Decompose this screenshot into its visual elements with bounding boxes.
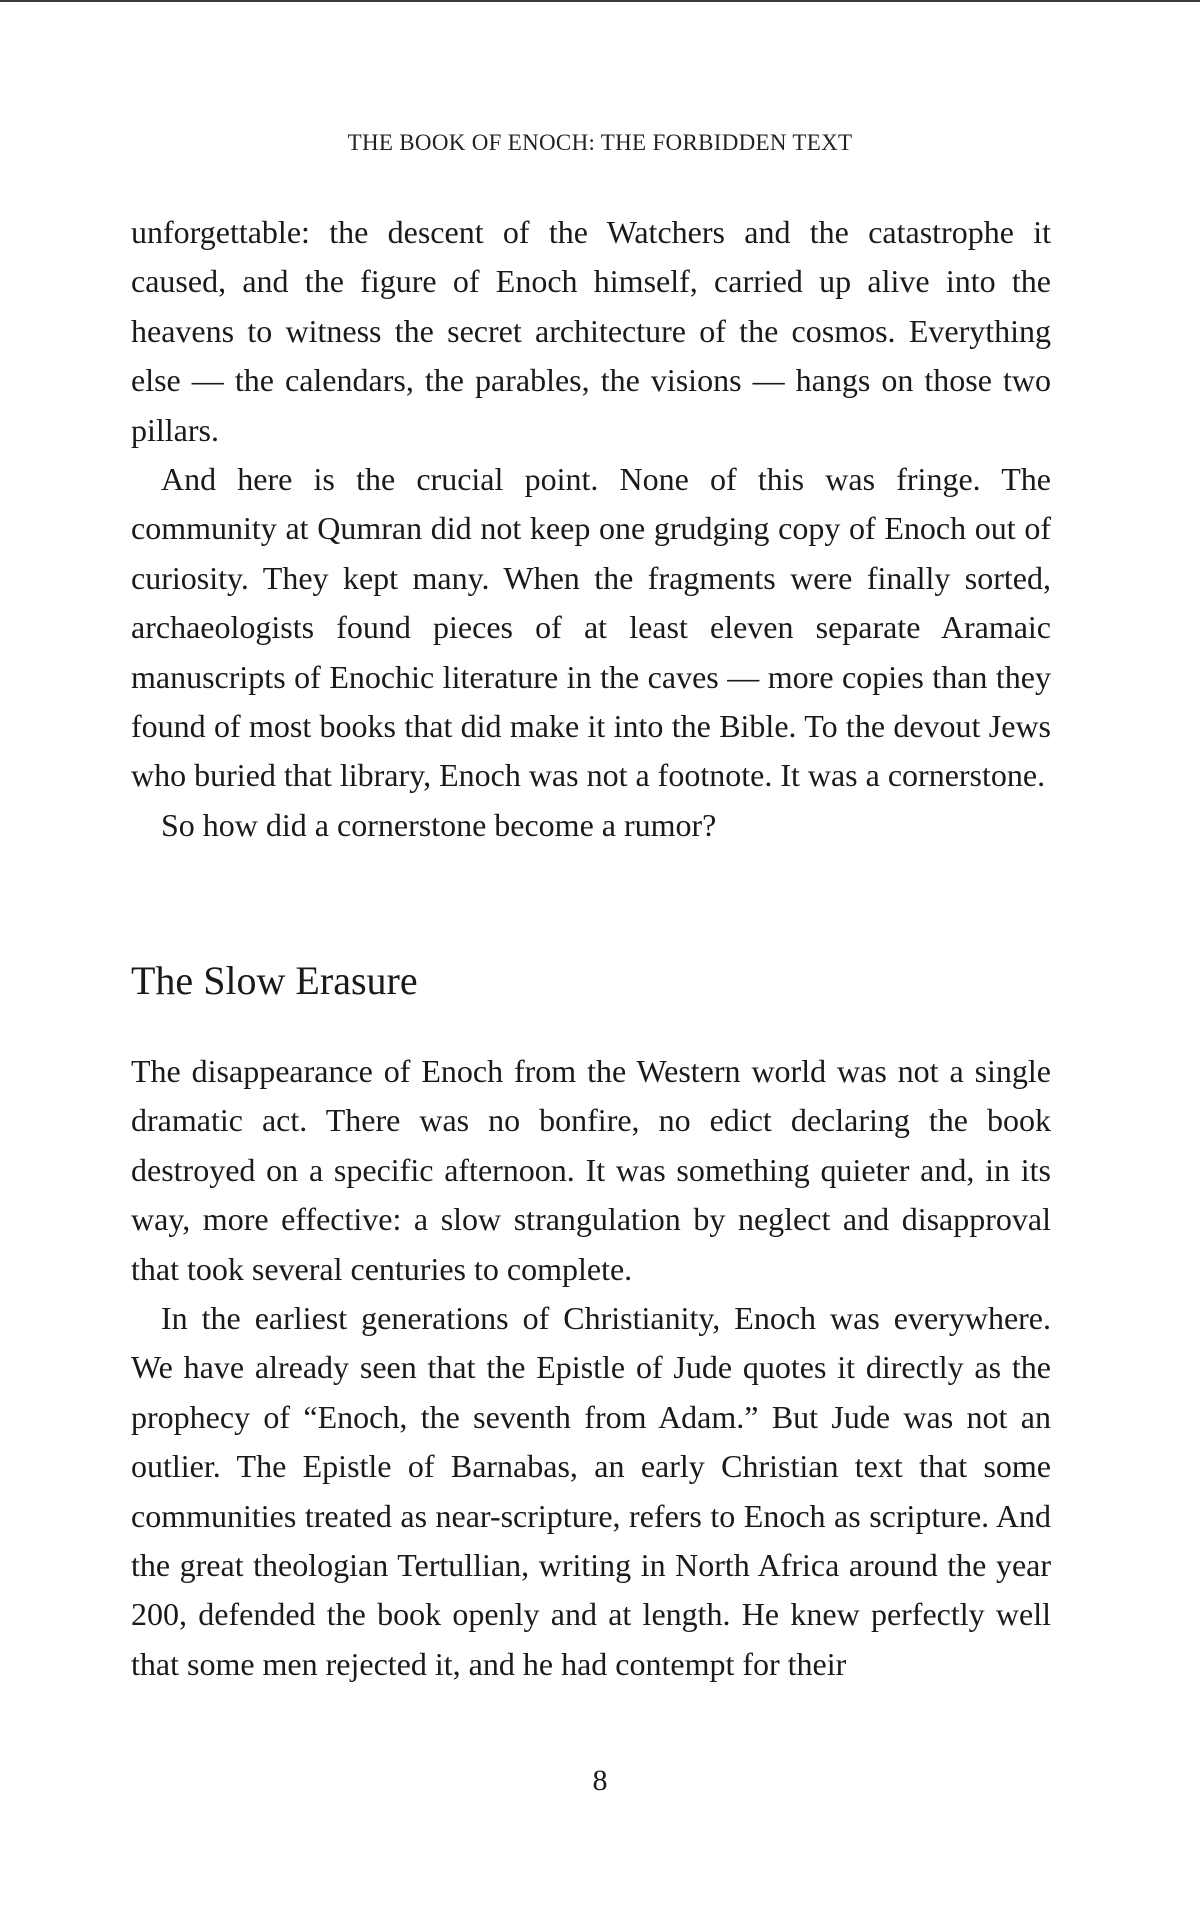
section-text-block [131, 1047, 1051, 1689]
paragraph: So how did a cornerstone become a rumor? [161, 806, 717, 843]
paragraph: unforgettable: the descent of the Watchers and the catastrophe it caused, and the figure of Enoch himself, carried up alive into the heavens to witness the secret architecture of the cosmos. Everything else — the calendars, the parables, the visions — hangs on those two pillars. [131, 214, 1051, 448]
paragraph: In the earliest generations of Christianity, Enoch was everywhere. We have already seen that the Epistle of Jude quotes it directly as the prophecy of “Enoch, the seventh from Adam.” But Jude was not an outlier. The Epistle of Barnabas, an early Christian text that some communities treated as near-scripture, refers to Enoch as scripture. And the great theologian Tertullian, writing in North Africa around the year 200, defended the book openly and at length. He knew perfectly well that some men rejected it, and he had contempt for their [131, 1300, 1051, 1682]
page-number: 8 [592, 1764, 608, 1797]
paragraph: And here is the crucial point. None of this was fringe. The community at Qumran did not keep one grudging copy of Enoch out of curiosity. They kept many. When the fragments were finally sorted, archaeologists found pieces of at least eleven separate Aramaic manuscripts of Enochic literature in the caves — more copies than they found of most books that did make it into the Bible. To the devout Jews who buried that library, Enoch was not a footnote. It was a cornerstone. [131, 461, 1051, 794]
continued-text-block [131, 208, 1051, 850]
running-header: THE BOOK OF ENOCH: THE FORBIDDEN TEXT [347, 130, 853, 155]
paragraph: The disappearance of Enoch from the Western world was not a single dramatic act. There was no bonfire, no edict declaring the book destroyed on a specific afternoon. It was something quieter and, in its way, more effective: a slow strangulation by neglect and disapproval that took several centuries to complete. [131, 1053, 1051, 1287]
section-heading: The Slow Erasure [131, 958, 418, 1003]
